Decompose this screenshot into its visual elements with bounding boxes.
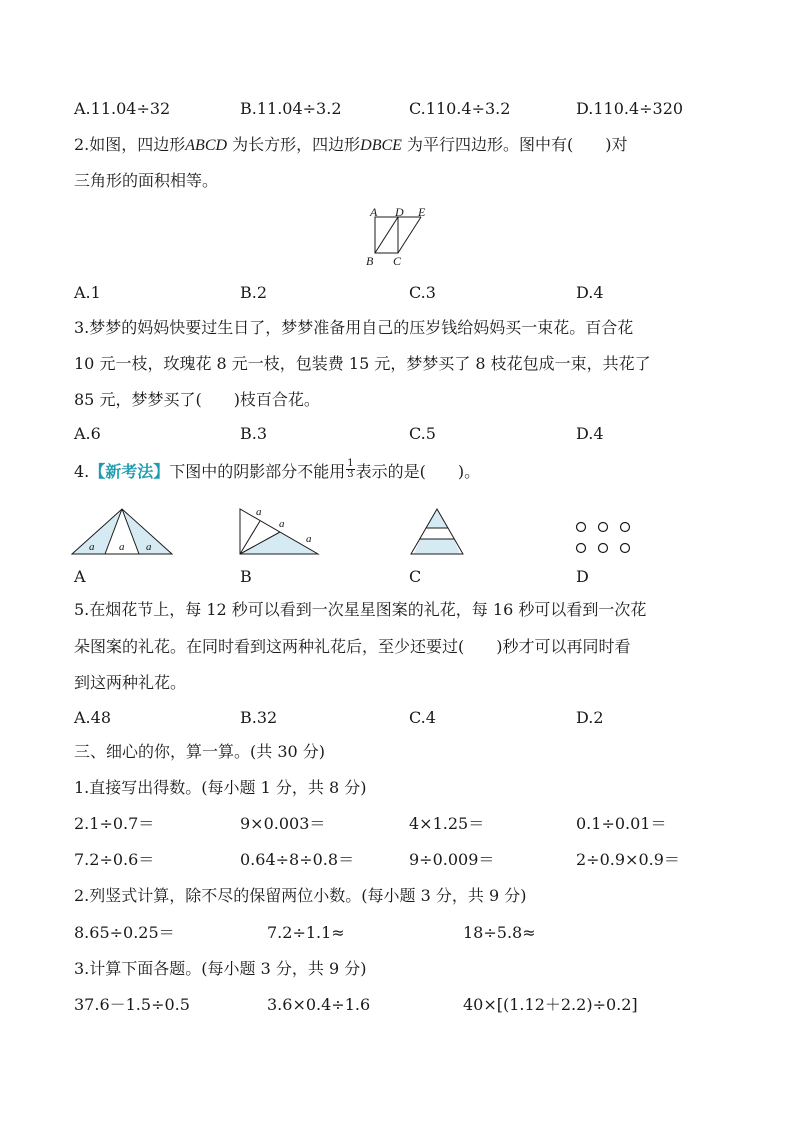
expression-item: 3.6×0.4÷1.6 <box>267 995 371 1014</box>
calc-item: 2÷0.9×0.9＝ <box>576 850 680 869</box>
q4-label-a: A <box>74 567 86 586</box>
q5-question-line1: 5.在烟花节上，每 12 秒可以看到一次星星图案的礼花，每 16 秒可以看到一次花 <box>74 600 647 619</box>
q3-option-c: C.5 <box>409 424 436 443</box>
expression-item: 40×[(1.12＋2.2)÷0.2] <box>463 995 638 1014</box>
q5-question-line3: 到这两种礼花。 <box>74 673 187 692</box>
calc-item: 7.2÷0.6＝ <box>74 850 155 869</box>
q4-label-b: B <box>240 567 252 586</box>
q1-option-c: C.110.4÷3.2 <box>409 99 511 118</box>
svg-text:a: a <box>279 518 285 530</box>
calc-item: 9÷0.009＝ <box>409 850 495 869</box>
part1-title: 1.直接写出得数。(每小题 1 分，共 8 分) <box>74 778 367 797</box>
q5-question-line2: 朵图案的礼花。在同时看到这两种礼花后，至少还要过( )秒才可以再同时看 <box>74 637 631 656</box>
q4-figure-c <box>405 506 469 558</box>
q2-option-a: A.1 <box>74 283 101 302</box>
q2-figure <box>362 204 436 270</box>
q1-option-a: A.11.04÷32 <box>74 99 171 118</box>
q3-question-line2: 10 元一枝，玫瑰花 8 元一枝，包装费 15 元，梦梦买了 8 枝花包成一束，共花了 <box>74 354 651 373</box>
calc-item: 0.1÷0.01＝ <box>576 814 667 833</box>
q2-question-line2: 三角形的面积相等。 <box>74 171 219 190</box>
fraction-one-third: $\frac{1}{3}$ <box>347 458 354 480</box>
q5-option-c: C.4 <box>409 708 436 727</box>
part2-title: 2.列竖式计算，除不尽的保留两位小数。(每小题 3 分，共 9 分) <box>74 886 527 905</box>
q3-option-a: A.6 <box>74 424 101 443</box>
q2-question-line1: 2.如图，四边形ABCD 为长方形，四边形DBCE 为平行四边形。图中有( )对 <box>74 135 628 154</box>
q4-question: 4.【新考法】下图中的阴影部分不能用 $\frac{1}{3}$ 表示的是( )。 <box>74 458 481 481</box>
part3-title: 3.计算下面各题。(每小题 3 分，共 9 分) <box>74 959 367 978</box>
q4-label-d: D <box>576 567 589 586</box>
q2-label-b: B <box>366 254 374 268</box>
q3-question-line3: 85 元，梦梦买了( )枝百合花。 <box>74 390 320 409</box>
calc-item: 0.64÷8÷0.8＝ <box>240 850 355 869</box>
q4-figure-a <box>70 506 176 558</box>
q4-figure-d <box>570 516 636 560</box>
vertical-calc-item: 8.65÷0.25＝ <box>74 923 175 942</box>
q3-option-b: B.3 <box>240 424 268 443</box>
calc-item: 4×1.25＝ <box>409 814 485 833</box>
q2-label-e: E <box>418 205 426 219</box>
q5-option-b: B.32 <box>240 708 278 727</box>
q2-option-c: C.3 <box>409 283 436 302</box>
q1-option-d: D.110.4÷320 <box>576 99 684 118</box>
q2-label-a: A <box>370 205 378 219</box>
new-exam-tag: 【新考法】 <box>89 462 170 481</box>
calc-item: 2.1÷0.7＝ <box>74 814 155 833</box>
q2-option-d: D.4 <box>576 283 604 302</box>
q4-figure-b <box>236 506 322 558</box>
q5-option-a: A.48 <box>74 708 111 727</box>
svg-text:a: a <box>119 541 125 553</box>
q3-option-d: D.4 <box>576 424 604 443</box>
svg-text:a: a <box>89 541 95 553</box>
expression-item: 37.6－1.5÷0.5 <box>74 995 190 1014</box>
q5-option-d: D.2 <box>576 708 604 727</box>
calc-item: 9×0.003＝ <box>240 814 326 833</box>
section3-title: 三、细心的你，算一算。(共 30 分) <box>74 742 326 761</box>
q4-label-c: C <box>409 567 422 586</box>
q2-label-c: C <box>393 254 402 268</box>
q3-question-line1: 3.梦梦的妈妈快要过生日了，梦梦准备用自己的压岁钱给妈妈买一束花。百合花 <box>74 318 634 337</box>
svg-text:a: a <box>256 506 262 518</box>
q1-option-b: B.11.04÷3.2 <box>240 99 342 118</box>
svg-text:a: a <box>306 533 312 545</box>
vertical-calc-item: 7.2÷1.1≈ <box>267 923 345 942</box>
vertical-calc-item: 18÷5.8≈ <box>463 923 536 942</box>
svg-text:a: a <box>146 541 152 553</box>
q2-label-d: D <box>395 205 404 219</box>
q2-option-b: B.2 <box>240 283 268 302</box>
